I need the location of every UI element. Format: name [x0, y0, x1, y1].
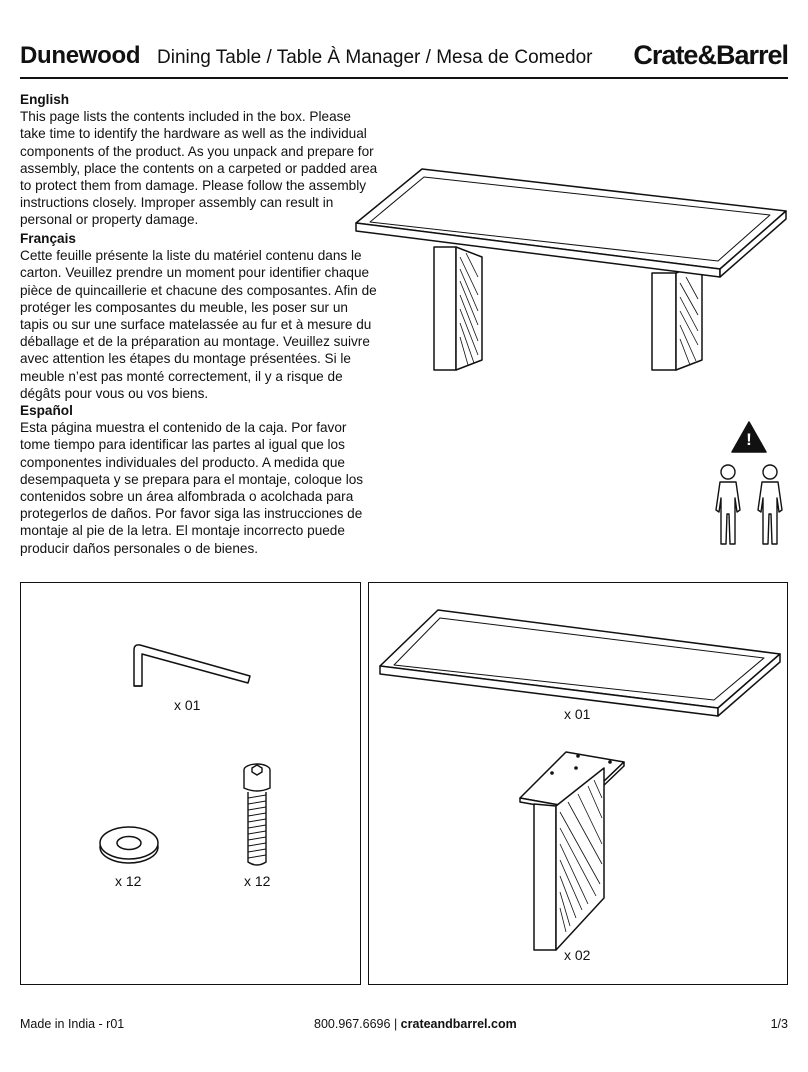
- product-name: Dunewood: [20, 42, 141, 69]
- page-number: 1/3: [770, 1017, 788, 1031]
- leg-qty: x 02: [564, 947, 591, 963]
- footer-phone: 800.967.6696 |: [314, 1017, 401, 1031]
- washer-illustration: [98, 825, 160, 865]
- footer-contact: [314, 1017, 517, 1031]
- footer-website[interactable]: crateandbarrel.com: [400, 1017, 517, 1031]
- tabletop-illustration: [378, 608, 784, 720]
- section-heading: Español: [20, 403, 73, 418]
- allen-key-illustration: [128, 640, 258, 690]
- warning-symbol: !: [746, 430, 752, 449]
- tabletop-qty: x 01: [564, 706, 591, 722]
- bolt-illustration: [240, 762, 274, 870]
- assembled-table-illustration: [350, 165, 790, 380]
- section-french: [20, 230, 380, 402]
- allen-key-qty: x 01: [174, 697, 201, 713]
- header-rule: [20, 77, 788, 79]
- section-spanish: [20, 402, 380, 557]
- washer-qty: x 12: [115, 873, 142, 889]
- leg-illustration: [516, 748, 626, 954]
- section-body: Cette feuille présente la liste du matériel contenu dans le carton. Veuillez prendre un moment pour identifier chaque pièce de quincaillerie et chacune des composantes. Afin de protéger les composantes du meuble, les poser sur un tapis ou sur une surface matelassée au fur et à mesure du déballage et de la préparation au montage. Veuillez suivre avec attention les étapes du montage présentées. Si le meuble n’est pas monté correctement, il y a risque de dégâts pour vous ou vos biens.: [20, 248, 377, 401]
- section-english: [20, 91, 380, 229]
- section-heading: Français: [20, 231, 76, 246]
- bolt-qty: x 12: [244, 873, 271, 889]
- two-person-icon: [710, 460, 788, 550]
- brand-logo: Crate&Barrel: [633, 40, 788, 70]
- section-heading: English: [20, 92, 70, 107]
- section-body: Esta página muestra el contenido de la caja. Por favor tome tiempo para identificar las partes al igual que los componentes individuales del producto. A medida que desempaqueta y se prepara para el montaje, coloque los contenidos sobre un área alfombrada o acolchada para protegerlos de daños. Por favor siga las instrucciones de montaje al pie de la letra. El montaje incorrecto puede producir daños personales o de bienes.: [20, 420, 364, 556]
- footer-origin: Made in India - r01: [20, 1017, 125, 1031]
- section-body: This page lists the contents included in the box. Please take time to identify the hardware as well as the individual components of the product. As you unpack and prepare for assembly, place the contents on a carpeted or padded area to protect them from damage. Please follow the assembly instructions closely. Improper assembly can result in personal or property damage.: [20, 109, 378, 228]
- product-subtitle: Dining Table / Table À Manager / Mesa de Comedor: [157, 47, 593, 68]
- page-header: [20, 42, 788, 76]
